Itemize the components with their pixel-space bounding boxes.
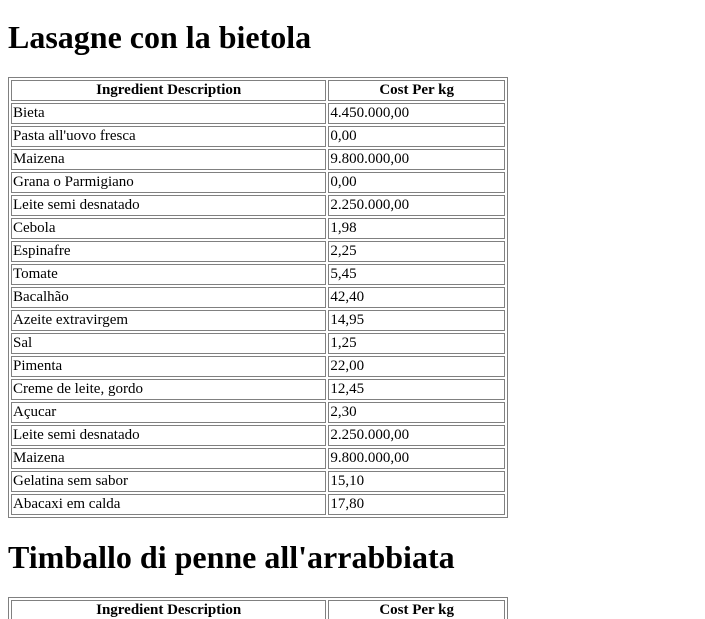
column-header-cost: Cost Per kg [328,600,505,619]
table-row [11,379,505,400]
cost-per-kg-cell: 12,45 [328,379,505,400]
table-row [11,218,505,239]
ingredient-description-cell: Bieta [11,103,326,124]
table-row [11,471,505,492]
ingredient-description-cell: Açucar [11,402,326,423]
column-header-description: Ingredient Description [11,600,326,619]
ingredient-description-cell: Pimenta [11,356,326,377]
cost-per-kg-cell: 1,98 [328,218,505,239]
cost-per-kg-cell: 2,30 [328,402,505,423]
cost-per-kg-cell: 17,80 [328,494,505,515]
ingredient-description-cell: Gelatina sem sabor [11,471,326,492]
cost-per-kg-cell: 2.250.000,00 [328,195,505,216]
cost-per-kg-cell: 9.800.000,00 [328,149,505,170]
ingredient-description-cell: Maizena [11,149,326,170]
table-row [11,333,505,354]
ingredient-description-cell: Abacaxi em calda [11,494,326,515]
ingredient-description-cell: Pasta all'uovo fresca [11,126,326,147]
cost-per-kg-cell: 0,00 [328,172,505,193]
ingredient-description-cell: Maizena [11,448,326,469]
ingredient-description-cell: Tomate [11,264,326,285]
cost-per-kg-cell: 2,25 [328,241,505,262]
ingredient-description-cell: Sal [11,333,326,354]
cost-per-kg-cell: 42,40 [328,287,505,308]
cost-per-kg-cell: 9.800.000,00 [328,448,505,469]
cost-per-kg-cell: 5,45 [328,264,505,285]
ingredient-description-cell: Leite semi desnatado [11,195,326,216]
table-row [11,287,505,308]
cost-per-kg-cell: 0,00 [328,126,505,147]
table-row [11,494,505,515]
ingredient-description-cell: Cebola [11,218,326,239]
table-header-row [11,600,505,619]
table-row [11,241,505,262]
table-row [11,126,505,147]
table-row [11,103,505,124]
recipe-title: Lasagne con la bietola [8,19,312,55]
ingredient-description-cell: Creme de leite, gordo [11,379,326,400]
ingredient-description-cell: Leite semi desnatado [11,425,326,446]
recipe-title: Timballo di penne all'arrabbiata [8,539,455,575]
table-row [11,402,505,423]
cost-per-kg-cell: 15,10 [328,471,505,492]
table-row [11,149,505,170]
cost-per-kg-cell: 1,25 [328,333,505,354]
table-row [11,264,505,285]
cost-per-kg-cell: 22,00 [328,356,505,377]
table-header-row [11,80,505,101]
cost-per-kg-cell: 14,95 [328,310,505,331]
column-header-cost: Cost Per kg [328,80,505,101]
table-row [11,195,505,216]
ingredient-description-cell: Espinafre [11,241,326,262]
ingredient-table [8,77,508,518]
ingredient-description-cell: Bacalhão [11,287,326,308]
column-header-description: Ingredient Description [11,80,326,101]
cost-per-kg-cell: 2.250.000,00 [328,425,505,446]
table-row [11,356,505,377]
table-row [11,448,505,469]
ingredient-description-cell: Grana o Parmigiano [11,172,326,193]
ingredient-description-cell: Azeite extravirgem [11,310,326,331]
cost-per-kg-cell: 4.450.000,00 [328,103,505,124]
table-row [11,310,505,331]
table-row [11,425,505,446]
table-row [11,172,505,193]
ingredient-table [8,597,508,619]
